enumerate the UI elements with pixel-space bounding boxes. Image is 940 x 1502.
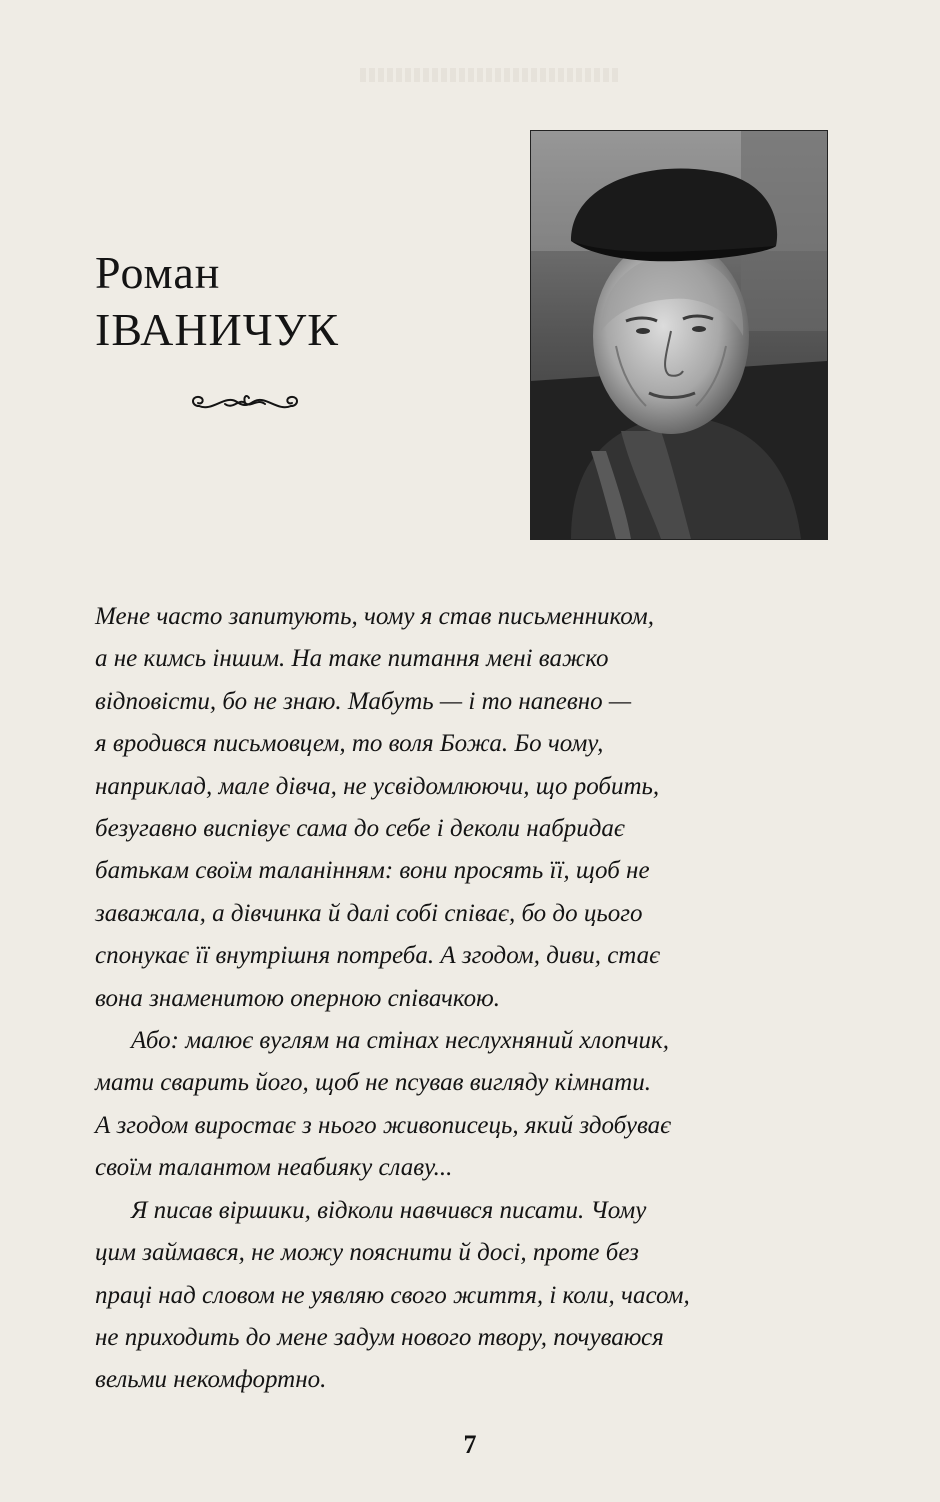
text-line: Я писав віршики, відколи навчився писати. Чому <box>131 1196 647 1224</box>
text-line: цим займався, не можу пояснити й досі, проте без <box>95 1239 639 1267</box>
text-line: батькам своїм таланінням: вони просять її, щоб не <box>95 857 650 885</box>
author-portrait-photo <box>530 130 828 540</box>
bleed-through-running-head <box>360 68 620 82</box>
paragraph-1 <box>95 596 775 1020</box>
text-line: не приходить до мене задум нового твору, почуваюся <box>95 1323 664 1351</box>
text-line: я вродився письмовцем, то воля Божа. Бо чому, <box>95 730 604 758</box>
text-line: Або: малює вуглям на стінах неслухняний хлопчик, <box>131 1027 669 1055</box>
body-text <box>95 596 775 1402</box>
text-line: А згодом виростає з нього живописець, який здобуває <box>95 1111 672 1139</box>
decorative-swirl-ornament-icon <box>185 390 305 416</box>
text-line: спонукає її внутрішня потреба. А згодом, диви, стає <box>95 942 661 970</box>
author-last-name: ІВАНИЧУК <box>95 304 339 355</box>
paragraph-3 <box>95 1190 775 1402</box>
text-line: наприклад, мале дівча, не усвідомлюючи, що робить, <box>95 772 660 800</box>
text-line: мати сварить його, щоб не псував вигляду кімнати. <box>95 1069 651 1097</box>
author-first-name: Роман <box>95 247 221 298</box>
text-line: Мене часто запитують, чому я став письменником, <box>95 603 655 630</box>
text-line: вельми некомфортно. <box>95 1366 327 1394</box>
text-line: своїм талантом неабияку славу... <box>95 1154 453 1182</box>
text-line: а не кимсь іншим. На таке питання мені важко <box>95 645 609 673</box>
text-line: вона знаменитою оперною співачкою. <box>95 984 501 1012</box>
page-number: 7 <box>463 1430 477 1459</box>
text-line: праці над словом не уявляю свого життя, і коли, часом, <box>95 1281 690 1309</box>
text-line: безугавно виспівує сама до себе і деколи набридає <box>95 815 625 843</box>
text-line: відповісти, бо не знаю. Мабуть — і то напевно — <box>95 687 632 715</box>
paragraph-2 <box>95 1020 775 1190</box>
text-line: заважала, а дівчинка й далі собі співає, бо до цього <box>95 899 643 927</box>
